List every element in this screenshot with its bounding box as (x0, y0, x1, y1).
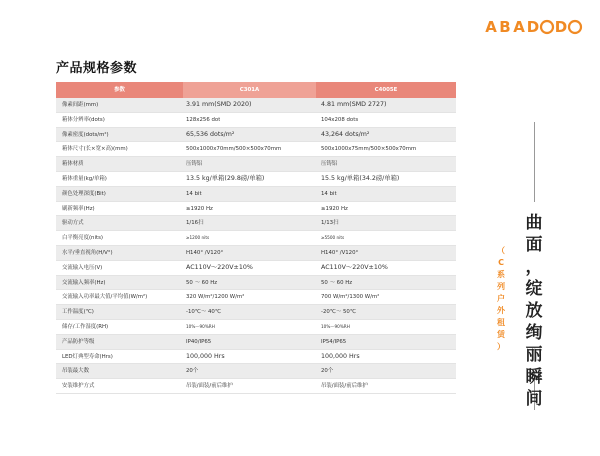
row-value-c301a: H140° /V120° (186, 249, 224, 256)
row-value-c301a: 3.91 mm(SMD 2020) (186, 101, 252, 108)
row-label: 刷新频率(Hz) (62, 205, 95, 212)
row-value-c301a: 50 ～ 60 Hz (186, 279, 218, 286)
row-label: 工作温度(℃) (62, 309, 94, 316)
row-value-c4005e: H140° /V120° (321, 249, 359, 256)
row-label: 安装维护方式 (62, 383, 95, 390)
row-value-c301a: 65,536 dots/m² (186, 130, 235, 138)
row-value-c301a: 100,000 Hrs (186, 352, 225, 360)
row-value-c301a: -10℃～ 40℃ (186, 309, 221, 316)
row-value-c4005e: ≥5500 nits (321, 235, 345, 241)
table-row (56, 231, 456, 246)
row-value-c4005e: 104x208 dots (321, 116, 359, 123)
side-subtitle-char: 赁 (497, 330, 505, 339)
table-row (56, 157, 456, 172)
side-title-char: 瞬 (525, 367, 543, 387)
side-title (522, 212, 546, 410)
row-value-c301a: 500x1000x70mm/500×500x70mm (186, 146, 282, 153)
side-title-char: 绽 (525, 279, 543, 299)
side-subtitle-char: 系 (497, 270, 505, 279)
brand-logo (484, 16, 584, 38)
side-title-char: 丽 (525, 345, 543, 365)
side-title-char: 放 (525, 301, 543, 321)
table-row (56, 261, 456, 276)
row-value-c4005e: ≥1920 Hz (321, 205, 348, 212)
row-label: 白平衡亮度(nits) (62, 235, 103, 242)
side-subtitle-char: ） (497, 342, 505, 351)
side-subtitle-char: 户 (497, 294, 505, 303)
table-row (56, 350, 456, 365)
table-header-cell: C4005E (316, 82, 456, 98)
table-row (56, 172, 456, 187)
row-value-c4005e: 100,000 Hrs (321, 352, 360, 360)
row-label: 箱体尺寸(长×宽×高)(mm) (62, 146, 128, 153)
logo-letter-o (541, 21, 553, 33)
table-row (56, 379, 456, 394)
table-row (56, 98, 456, 113)
logo-letter: B (499, 18, 511, 36)
row-value-c301a: AC110V～220V±10% (186, 263, 253, 271)
row-value-c4005e: 压铸铝 (321, 161, 338, 168)
row-label: 颜色处理深度(Bit) (62, 190, 106, 197)
logo-letter: A (485, 18, 497, 36)
side-title-char: 绚 (525, 323, 543, 343)
row-label: 驱动方式 (62, 220, 84, 227)
logo-letter-o (569, 21, 581, 33)
table-row (56, 113, 456, 128)
table-row (56, 142, 456, 157)
row-label: 交流输入电压(V) (62, 264, 103, 271)
row-value-c4005e: 4.81 mm(SMD 2727) (321, 101, 387, 108)
row-label: 产品防护等级 (62, 338, 95, 345)
table-header-cell: C301A (183, 82, 316, 98)
table-row (56, 216, 456, 231)
table-row (56, 320, 456, 335)
table-row (56, 305, 456, 320)
logo-letter: A (513, 18, 525, 36)
row-value-c301a: 10%～90%RH (186, 323, 215, 329)
side-subtitle-char: 租 (497, 318, 505, 327)
side-subtitle-char: 列 (497, 282, 505, 291)
side-subtitle-char: 外 (497, 306, 505, 315)
row-value-c4005e: 500x1000x75mm/500×500x70mm (321, 146, 417, 153)
side-title-char: 面 (525, 235, 543, 255)
table-row (56, 202, 456, 217)
row-value-c301a: 14 bit (186, 190, 202, 197)
logo-letter: D (554, 18, 568, 36)
row-value-c4005e: AC110V～220V±10% (321, 263, 388, 271)
page-title: 产品规格参数 (56, 61, 138, 76)
row-label: 交流输入频率(Hz) (62, 279, 106, 286)
row-label: 像素密度(dots/m²) (62, 131, 109, 138)
side-title-char: 曲 (525, 213, 543, 233)
side-subtitle-char: C (498, 258, 504, 267)
row-label: 水平/垂直视角(H/V°) (62, 249, 113, 256)
row-value-c301a: 128x256 dot (186, 116, 221, 123)
row-value-c301a: 压铸铝 (186, 161, 203, 168)
table-row (56, 290, 456, 305)
row-value-c4005e: 50 ～ 60 Hz (321, 279, 353, 286)
logo-letter: D (526, 18, 540, 36)
table-row (56, 187, 456, 202)
row-value-c301a: 1/16扫 (186, 220, 204, 227)
row-value-c4005e: 700 W/m²/1300 W/m² (321, 294, 380, 301)
row-label: 箱体材质 (62, 161, 84, 168)
divider-line (534, 122, 535, 202)
row-value-c4005e: 10%～90%RH (321, 323, 350, 329)
row-label: 箱体分辨率(dots) (62, 116, 105, 123)
row-value-c4005e: IP54/IP65 (321, 338, 347, 345)
table-row (56, 335, 456, 350)
row-value-c301a: 320 W/m²/1200 W/m² (186, 294, 245, 301)
row-value-c4005e: -20℃～ 50℃ (321, 309, 356, 316)
row-value-c4005e: 20个 (321, 368, 334, 375)
row-label: 箱体重量(kg/单箱) (62, 175, 107, 182)
table-header-cell: 参数 (56, 82, 183, 98)
table-row (56, 276, 456, 291)
side-subtitle (494, 245, 508, 353)
side-title-char: 间 (525, 389, 543, 409)
table-row (56, 364, 456, 379)
row-value-c4005e: 吊装/面装/前后维护 (321, 383, 368, 390)
table-row (56, 128, 456, 143)
row-value-c301a: IP40/IP65 (186, 338, 212, 345)
row-label: 像素间距(mm) (62, 102, 99, 108)
row-label: 储存/工作湿度(RH) (62, 323, 109, 330)
side-subtitle-char: （ (497, 246, 505, 255)
row-label: 吊装最大数 (62, 368, 89, 375)
row-value-c301a: ≥1200 nits (186, 235, 210, 241)
row-value-c301a: 吊装/面装/前后维护 (186, 383, 233, 390)
table-row (56, 246, 456, 261)
row-value-c301a: ≥1920 Hz (186, 205, 213, 212)
spec-table (56, 82, 456, 394)
row-value-c301a: 13.5 kg/单箱(29.8磅/单箱) (186, 174, 265, 182)
side-title-char: ， (525, 257, 543, 277)
row-label: LED灯典型寿命(Hrs) (62, 353, 113, 360)
row-value-c4005e: 43,264 dots/m² (321, 130, 370, 138)
row-value-c4005e: 1/13扫 (321, 220, 339, 227)
row-value-c4005e: 15.5 kg/单箱(34.2磅/单箱) (321, 174, 400, 182)
row-value-c301a: 20个 (186, 368, 199, 375)
table-header-row (56, 82, 456, 98)
row-label: 交流输入功率最大值/平均值(W/m²) (62, 294, 148, 301)
row-value-c4005e: 14 bit (321, 190, 337, 197)
